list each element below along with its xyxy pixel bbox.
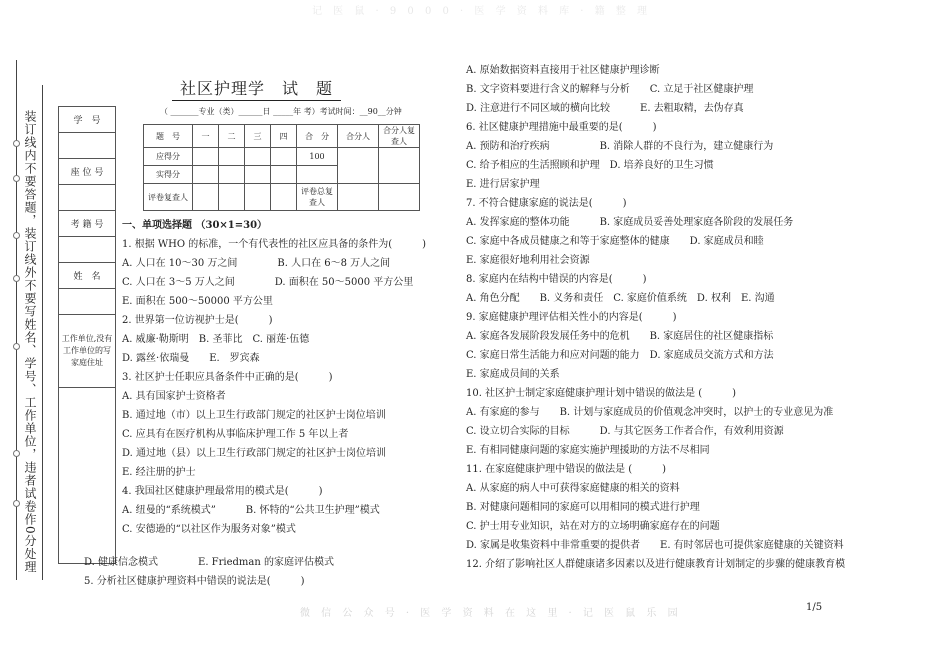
q8-options: A. 角色分配 B. 义务和责任 C. 家庭价值系统 D. 权利 E. 沟通: [466, 293, 775, 304]
question-9: 9. 家庭健康护理评估相关性小的内容是( ): [466, 312, 677, 323]
question-1: 1. 根据 WHO 的标准，一个有代表性的社区应具备的条件为( ): [122, 239, 427, 250]
q11-option-c: C. 护士用专业知识，站在对方的立场明确家庭存在的问题: [466, 521, 720, 532]
question-2: 2. 世界第一位访视护士是( ): [122, 315, 273, 326]
question-4: 4. 我国社区健康护理最常用的模式是( ): [122, 486, 323, 497]
label-work-unit: 工作单位,没有工作单位的写家庭住址: [59, 315, 116, 388]
question-1-option-e: E. 面积在 500～50000 平方公里: [122, 296, 273, 307]
score-cell-1[interactable]: [193, 166, 219, 184]
score-expected-total: 100: [297, 148, 338, 166]
score-final-reviewer: 评卷总复查人: [297, 184, 338, 211]
exam-title: 社区护理学 试 题: [172, 76, 341, 101]
score-table: [143, 124, 420, 211]
question-6: 6. 社区健康护理措施中最重要的是( ): [466, 122, 657, 133]
header-watermark: 记 医 鼠 · 9 0 0 0 · 医 学 资 料 库 · 籍 整 理: [312, 6, 652, 17]
label-student-id: 学 号: [59, 107, 116, 133]
q9-options-cd: C. 家庭日常生活能力和应对问题的能力 D. 家庭成员交流方式和方法: [466, 350, 774, 361]
label-seat: 座 位 号: [59, 159, 116, 185]
field-student-id[interactable]: [59, 133, 116, 159]
q7-options-ab: A. 发挥家庭的整体功能 B. 家庭成员妥善处理家庭各阶段的发展任务: [466, 217, 794, 228]
question-3-option-e: E. 经注册的护士: [122, 467, 196, 478]
field-name[interactable]: [59, 289, 116, 315]
q6-options-cd: C. 给予相应的生活照顾和护理 D. 培养良好的卫生习惯: [466, 160, 714, 171]
q7-option-e: E. 家庭很好地利用社会资源: [466, 255, 590, 266]
q10-option-e: E. 有相同健康问题的家庭实施护理援助的方法不尽相同: [466, 445, 710, 456]
q6-option-e: E. 进行居家护理: [466, 179, 540, 190]
question-10: 10. 社区护士制定家庭健康护理计划中错误的做法是 ( ): [466, 388, 737, 399]
field-exam-id[interactable]: [59, 237, 116, 263]
question-2-options-de: D. 露丝·依瑞曼 E. 罗宾森: [122, 353, 260, 364]
question-3: 3. 社区护士任职应具备条件中正确的是( ): [122, 372, 333, 383]
q11-option-a: A. 从家庭的病人中可获得家庭健康的相关的资料: [466, 483, 680, 494]
section-heading: 一、单项选择题 （30×1=30）: [122, 220, 268, 231]
score-cell-4[interactable]: [271, 166, 297, 184]
question-3-option-d: D. 通过地（县）以上卫生行政部门规定的社区护士岗位培训: [122, 448, 387, 459]
question-1-options-ab: A. 人口在 10～30 万之间 B. 人口在 6～8 万人之间: [122, 258, 391, 269]
score-row-expected: 应得分: [144, 148, 193, 166]
question-2-options-abc: A. 威廉·勒斯明 B. 圣菲比 C. 丽莲·伍德: [122, 334, 310, 345]
question-3-option-b: B. 通过地（市）以上卫生行政部门规定的社区护士岗位培训: [122, 410, 386, 421]
score-header-1: 一: [193, 125, 219, 148]
q6-options-ab: A. 预防和治疗疾病 B. 消除人群的不良行为，建立健康行为: [466, 141, 774, 152]
field-seat[interactable]: [59, 185, 116, 211]
score-row-reviewer: 评卷复查人: [144, 184, 193, 211]
student-info-table: [58, 106, 116, 564]
q10-options-cd: C. 设立切合实际的目标 D. 与其它医务工作者合作，有效利用资源: [466, 426, 784, 437]
q5-options-de: D. 注意进行不同区域的横向比较 E. 去粗取精，去伪存真: [466, 103, 744, 114]
question-11: 11. 在家庭健康护理中错误的做法是 ( ): [466, 464, 667, 475]
score-header-total: 合 分: [297, 125, 338, 148]
q11-option-b: B. 对健康问题相同的家庭可以用相同的模式进行护理: [466, 502, 700, 513]
question-3-option-a: A. 具有国家护士资格者: [122, 391, 226, 402]
question-4-option-c: C. 安德逊的“以社区作为服务对象”模式: [122, 524, 296, 535]
question-5: 5. 分析社区健康护理资料中错误的说法是( ): [84, 576, 305, 587]
score-cell-total[interactable]: [297, 166, 338, 184]
page-number: 1/5: [806, 602, 823, 613]
exam-info-line: （ _______专业（类）______日 _____年 考）考试时间：__90__分钟: [160, 107, 402, 116]
left-bottom-lines: [84, 553, 334, 591]
field-work-unit[interactable]: [59, 388, 116, 564]
footer-watermark: 微 信 公 众 号 · 医 学 资 料 在 这 里 · 记 医 鼠 乐 园: [300, 608, 682, 619]
score-header-totaler: 合分人: [338, 125, 379, 148]
score-header-4: 四: [271, 125, 297, 148]
label-name: 姓 名: [59, 263, 116, 289]
question-4-options-ab: A. 纽曼的“系统模式” B. 怀特的“公共卫生护理”模式: [122, 505, 380, 516]
question-12: 12. 介绍了影响社区人群健康诸多因素以及进行健康教育计划制定的步骤的健康教育模: [466, 559, 846, 570]
score-header-2: 二: [219, 125, 245, 148]
q9-options-ab: A. 家庭各发展阶段发展任务中的危机 B. 家庭居住的社区健康指标: [466, 331, 774, 342]
q5-options-bc: B. 文字资料要进行含义的解释与分析 C. 立足于社区健康护理: [466, 84, 754, 95]
q5-option-a: A. 原始数据资料直接用于社区健康护理诊断: [466, 65, 660, 76]
q10-options-ab: A. 有家庭的参与 B. 计划与家庭成员的价值观念冲突时，以护士的专业意见为准: [466, 407, 834, 418]
question-1-options-cd: C. 人口在 3～5 万人之间 D. 面积在 50～5000 平方公里: [122, 277, 414, 288]
score-row-actual: 实得分: [144, 166, 193, 184]
question-8: 8. 家庭内在结构中错误的内容是( ): [466, 274, 647, 285]
q9-option-e: E. 家庭成员间的关系: [466, 369, 560, 380]
score-header-question: 题 号: [144, 125, 193, 148]
question-4-options-de: D. 健康信念模式 E. Friedman 的家庭评估模式: [84, 557, 334, 568]
score-header-3: 三: [245, 125, 271, 148]
score-header-reviewer: 合分人复查人: [379, 125, 420, 148]
binding-notice: 装订线内不要答题，装订线外不要写姓名、学号、工作单位，违者试卷作0分处理: [23, 110, 37, 574]
q11-options-de: D. 家属是收集资料中非常重要的提供者 E. 有时邻居也可提供家庭健康的关键资料: [466, 540, 844, 551]
label-exam-id: 考 籍 号: [59, 211, 116, 237]
question-3-option-c: C. 应具有在医疗机构从事临床护理工作 5 年以上者: [122, 429, 349, 440]
question-7: 7. 不符合健康家庭的说法是( ): [466, 198, 627, 209]
q7-options-cd: C. 家庭中各成员健康之和等于家庭整体的健康 D. 家庭成员和睦: [466, 236, 764, 247]
score-cell-2[interactable]: [219, 166, 245, 184]
right-column: [466, 61, 845, 574]
score-cell-3[interactable]: [245, 166, 271, 184]
left-column: [122, 216, 426, 539]
